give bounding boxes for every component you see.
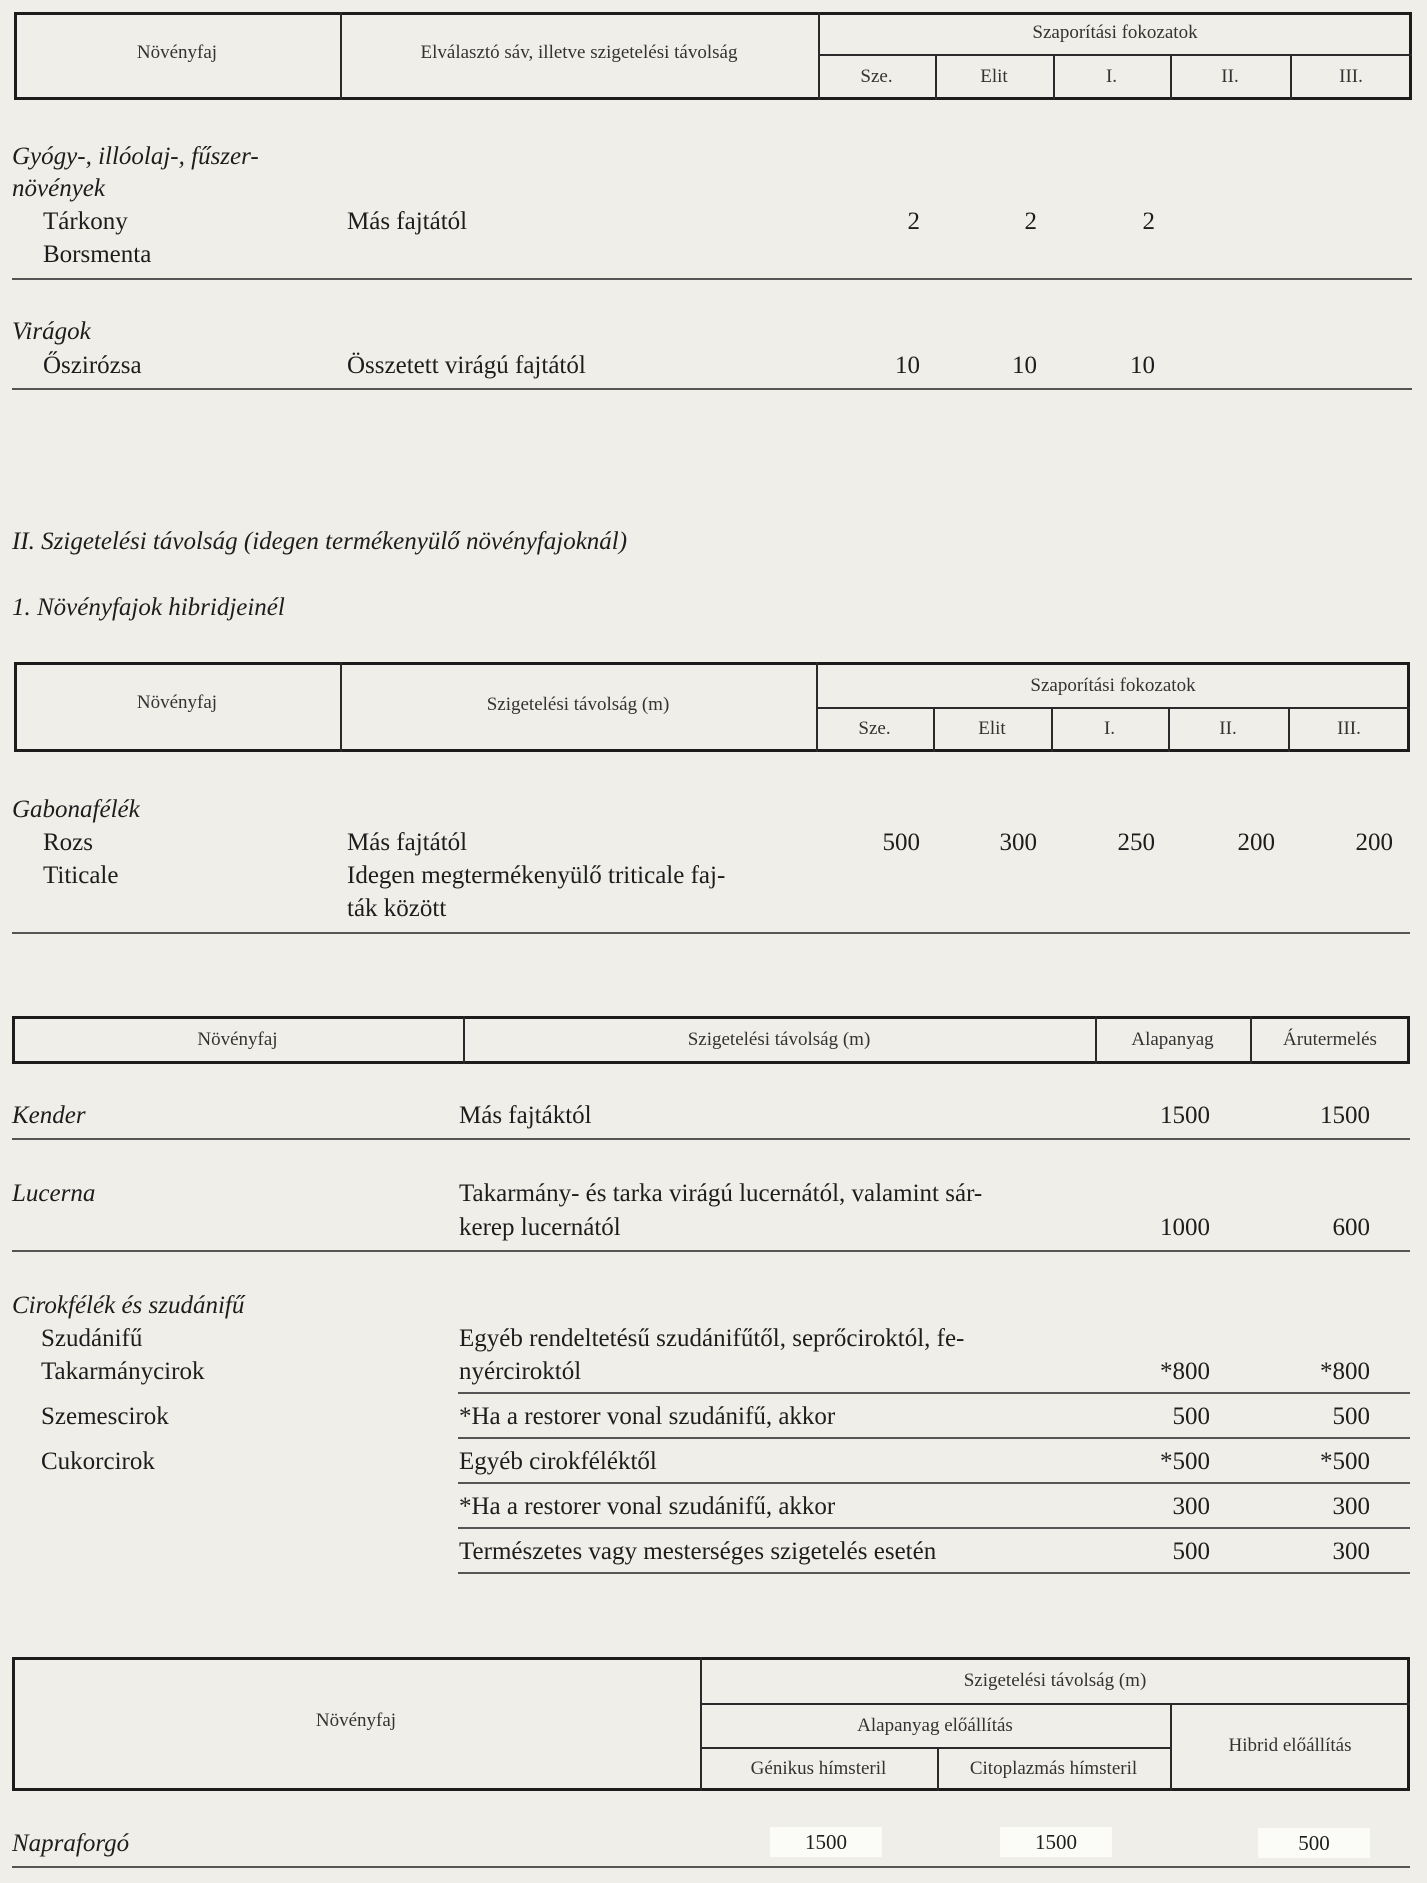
t2-col-iii: III. xyxy=(1337,718,1361,739)
value-hybrid: 500 xyxy=(1258,1828,1370,1858)
value-commercial: 1500 xyxy=(1320,1102,1370,1129)
group-name: Gyógy-, illóolaj-, fűszer- xyxy=(12,143,259,170)
t2-col-ii: II. xyxy=(1219,718,1237,739)
subsection-title: 1. Növényfajok hibridjeinél xyxy=(12,594,285,621)
t4-header-hybrid: Hibrid előállítás xyxy=(1228,1735,1352,1756)
t1-col-sze: Sze. xyxy=(860,66,893,87)
value-elit: 10 xyxy=(1012,352,1037,379)
condition-text: Egyéb rendeltetésű szudánifűtől, seprőciroktól, fe- xyxy=(459,1325,965,1352)
condition-text: Más fajtától xyxy=(347,208,468,235)
value-sze: 2 xyxy=(907,208,920,235)
value-iii: 200 xyxy=(1355,829,1393,856)
row-divider xyxy=(12,1250,1410,1252)
row-divider xyxy=(12,932,1410,934)
row-divider xyxy=(12,1138,1410,1140)
species-name: Borsmenta xyxy=(43,241,152,268)
value-base: *500 xyxy=(1160,1448,1210,1475)
value-commercial: 300 xyxy=(1332,1493,1370,1520)
value-commercial: 500 xyxy=(1332,1403,1370,1430)
row-divider xyxy=(458,1572,1410,1574)
condition-text: kerep lucernától xyxy=(459,1214,621,1241)
species-name: Napraforgó xyxy=(12,1830,130,1857)
value-ii: 200 xyxy=(1237,829,1275,856)
value-base: 300 xyxy=(1172,1493,1210,1520)
row-divider xyxy=(12,1866,1410,1868)
row-divider xyxy=(458,1527,1410,1529)
value-i: 250 xyxy=(1117,829,1155,856)
t2-header-stages: Szaporítási fokozatok xyxy=(1030,675,1196,696)
value-elit: 300 xyxy=(999,829,1037,856)
group-name: Virágok xyxy=(12,318,91,345)
condition-text: Takarmány- és tarka virágú lucernától, valamint sár- xyxy=(459,1180,983,1207)
group-name: Cirokfélék és szudánifű xyxy=(12,1292,245,1319)
condition-text: *Ha a restorer vonal szudánifű, akkor xyxy=(459,1403,836,1430)
value-commercial: 600 xyxy=(1332,1214,1370,1241)
value-base: 1000 xyxy=(1160,1214,1210,1241)
t3-header-commercial: Árutermelés xyxy=(1283,1029,1377,1050)
t1-col-iii: III. xyxy=(1339,66,1363,87)
species-name: Tárkony xyxy=(43,208,128,235)
t4-header-genic: Génikus hímsteril xyxy=(750,1758,887,1779)
species-name: Takarmánycirok xyxy=(41,1358,205,1385)
t1-col-i: I. xyxy=(1105,66,1118,87)
value-genic: 1500 xyxy=(770,1827,882,1857)
value-sze: 500 xyxy=(882,829,920,856)
value-cytoplasmic: 1500 xyxy=(1000,1827,1112,1857)
value-base: *800 xyxy=(1160,1358,1210,1385)
condition-text: Összetett virágú fajtától xyxy=(347,352,586,379)
value-i: 2 xyxy=(1142,208,1155,235)
t4-header-cytoplasmic: Citoplazmás hímsteril xyxy=(969,1758,1138,1779)
row-divider xyxy=(458,1482,1410,1484)
value-i: 10 xyxy=(1130,352,1155,379)
species-name: Szudánifű xyxy=(41,1325,143,1352)
species-name: Rozs xyxy=(43,829,93,856)
t1-col-elit: Elit xyxy=(980,66,1008,87)
condition-text: Természetes vagy mesterséges szigetelés esetén xyxy=(459,1538,937,1565)
value-commercial: 300 xyxy=(1332,1538,1370,1565)
value-base: 1500 xyxy=(1160,1102,1210,1129)
t1-header-species: Növényfaj xyxy=(136,42,218,63)
species-name: Szemescirok xyxy=(41,1403,169,1430)
row-divider xyxy=(12,388,1412,390)
t4-header-distance: Szigetelési távolság (m) xyxy=(963,1670,1147,1691)
condition-text: Más fajtától xyxy=(347,829,468,856)
value-base: 500 xyxy=(1172,1403,1210,1430)
species-name: Lucerna xyxy=(12,1180,96,1207)
t2-header-distance: Szigetelési távolság (m) xyxy=(486,694,670,715)
condition-text: ták között xyxy=(347,895,447,922)
value-elit: 2 xyxy=(1024,208,1037,235)
t1-col-ii: II. xyxy=(1221,66,1239,87)
value-commercial: *500 xyxy=(1320,1448,1370,1475)
condition-text: nyérciroktól xyxy=(459,1358,582,1385)
group-name: Gabonafélék xyxy=(12,796,140,823)
t3-header-species: Növényfaj xyxy=(197,1029,278,1050)
row-divider xyxy=(458,1392,1410,1394)
t2-col-sze: Sze. xyxy=(858,718,891,739)
row-divider xyxy=(458,1437,1410,1439)
condition-text: Egyéb cirokféléktől xyxy=(459,1448,657,1475)
t3-header-distance: Szigetelési távolság (m) xyxy=(687,1029,871,1050)
species-name: Titicale xyxy=(43,862,119,889)
t1-header-stages: Szaporítási fokozatok xyxy=(1032,22,1198,43)
species-name: Kender xyxy=(12,1102,86,1129)
t2-col-i: I. xyxy=(1103,718,1116,739)
value-commercial: *800 xyxy=(1320,1358,1370,1385)
species-name: Őszirózsa xyxy=(43,352,142,379)
t3-header-base: Alapanyag xyxy=(1131,1029,1214,1050)
group-name: növények xyxy=(12,175,105,202)
value-base: 500 xyxy=(1172,1538,1210,1565)
t2-header-species: Növényfaj xyxy=(136,692,218,713)
condition-text: Idegen megtermékenyülő triticale faj- xyxy=(347,862,726,889)
value-sze: 10 xyxy=(895,352,920,379)
condition-text: Más fajtáktól xyxy=(459,1102,592,1129)
t1-header-distance: Elválasztó sáv, illetve szigetelési távolság xyxy=(420,42,738,63)
t2-col-elit: Elit xyxy=(978,718,1006,739)
species-name: Cukorcirok xyxy=(41,1448,155,1475)
t4-header-species: Növényfaj xyxy=(315,1710,397,1731)
row-divider xyxy=(12,278,1412,280)
t4-header-base-production: Alapanyag előállítás xyxy=(857,1715,1013,1736)
condition-text: *Ha a restorer vonal szudánifű, akkor xyxy=(459,1493,836,1520)
section-title: II. Szigetelési távolság (idegen termékenyülő növényfajoknál) xyxy=(12,528,628,555)
